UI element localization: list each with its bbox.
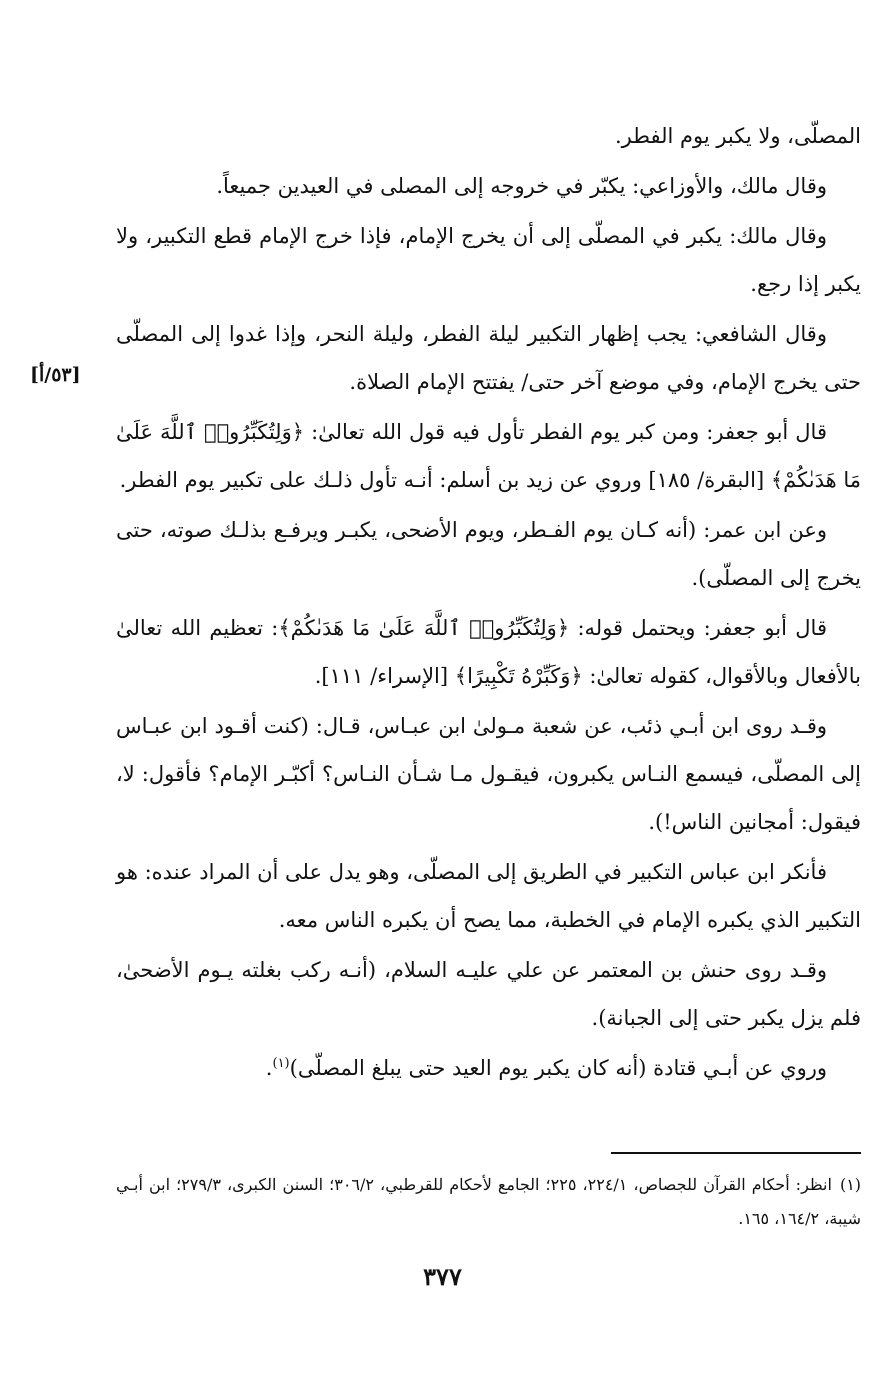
paragraph-9: فأنكر ابن عباس التكبير في الطريق إلى المصلّى، وهو يدل على أن المراد عنده: هو التكبير الذي يكبره الإمام في الخطبة، مما يصح أن يكبره الناس معه.	[116, 860, 861, 932]
main-text	[116, 112, 861, 1094]
paragraph-10: وقـد روى حنش بن المعتمر عن علي عليـه السلام، (أنـه ركب بغلته يـوم الأضحىٰ، فلم يزل يكبر حتى إلى الجبانة).	[116, 958, 861, 1030]
paragraph-11-text: وروي عن أبـي قتادة (أنه كان يكبر يوم العيد حتى يبلغ المصلّى)	[289, 1056, 827, 1080]
footnotes	[116, 1168, 861, 1236]
paragraph-4: وقال الشافعي: يجب إظهار التكبير ليلة الفطر، وليلة النحر، وإذا غدوا إلى المصلّى حتى يخرج الإمام، وفي موضع آخر حتى/ يفتتح الإمام الصلاة.	[116, 322, 861, 394]
footnote-marker: (١)	[272, 1056, 290, 1071]
manuscript-folio-reference: [٥٣/أ]	[30, 364, 81, 386]
paragraph-2: وقال مالك، والأوزاعي: يكبّر في خروجه إلى المصلى في العيدين جميعاً.	[216, 174, 827, 198]
footnote-text: انظر: أحكام القرآن للجصاص، ٢٢٤/١، ٢٢٥؛ الجامع لأحكام للقرطبي، ٣٠٦/٢؛ السنن الكبرى، ٢٧٩/٣؛ ابن أبـي شيبة، ١٦٤/٢، ١٦٥.	[116, 1175, 861, 1228]
footnote-item	[116, 1168, 861, 1236]
paragraph-5: قال أبو جعفر: ومن كبر يوم الفطر تأول فيه قول الله تعالىٰ: ﴿وَلِتُكَبِّرُوا۟ ٱللَّهَ عَلَىٰ مَا هَدَىٰكُمْ﴾ [البقرة/ ١٨٥] وروي عن زيد بن أسلم: أنـه تأول ذلـك على تكبير يوم الفطر.	[116, 420, 861, 492]
paragraph-11-end: .	[265, 1056, 273, 1080]
paragraph-11	[116, 1044, 861, 1092]
paragraph-7: قال أبو جعفر: ويحتمل قوله: ﴿وَلِتُكَبِّرُوا۟ ٱللَّهَ عَلَىٰ مَا هَدَىٰكُمْ﴾: تعظيم الله تعالىٰ بالأفعال وبالأقوال، كقوله تعالىٰ: ﴿وَكَبِّرْهُ تَكْبِيرًا﴾ [الإسراء/ ١١١].	[116, 616, 861, 688]
paragraph-6: وعن ابن عمر: (أنه كـان يوم الفـطر، ويوم الأضحى، يكبـر ويرفـع بذلـك صوته، حتى يخرج إلى المصلّى).	[116, 518, 861, 590]
footnote-number: (١)	[839, 1175, 862, 1194]
paragraph-8: وقـد روى ابن أبـي ذئب، عن شعبة مـولىٰ ابن عبـاس، قـال: (كنت أقـود ابن عبـاس إلى المصلّى، فيسمع النـاس يكبرون، فيقـول مـا شـأن النـاس؟ أكبّـر الإمام؟ فأقول: لا، فيقول: أمجانين الناس!).	[116, 714, 861, 834]
footnote-divider	[611, 1152, 861, 1154]
paragraph-1: المصلّى، ولا يكبر يوم الفطر.	[614, 124, 861, 148]
page-number: ٣٧٧	[423, 1262, 462, 1291]
paragraph-3: وقال مالك: يكبر في المصلّى إلى أن يخرج الإمام، فإذا خرج الإمام قطع التكبير، ولا يكبر إذا رجع.	[116, 224, 861, 296]
